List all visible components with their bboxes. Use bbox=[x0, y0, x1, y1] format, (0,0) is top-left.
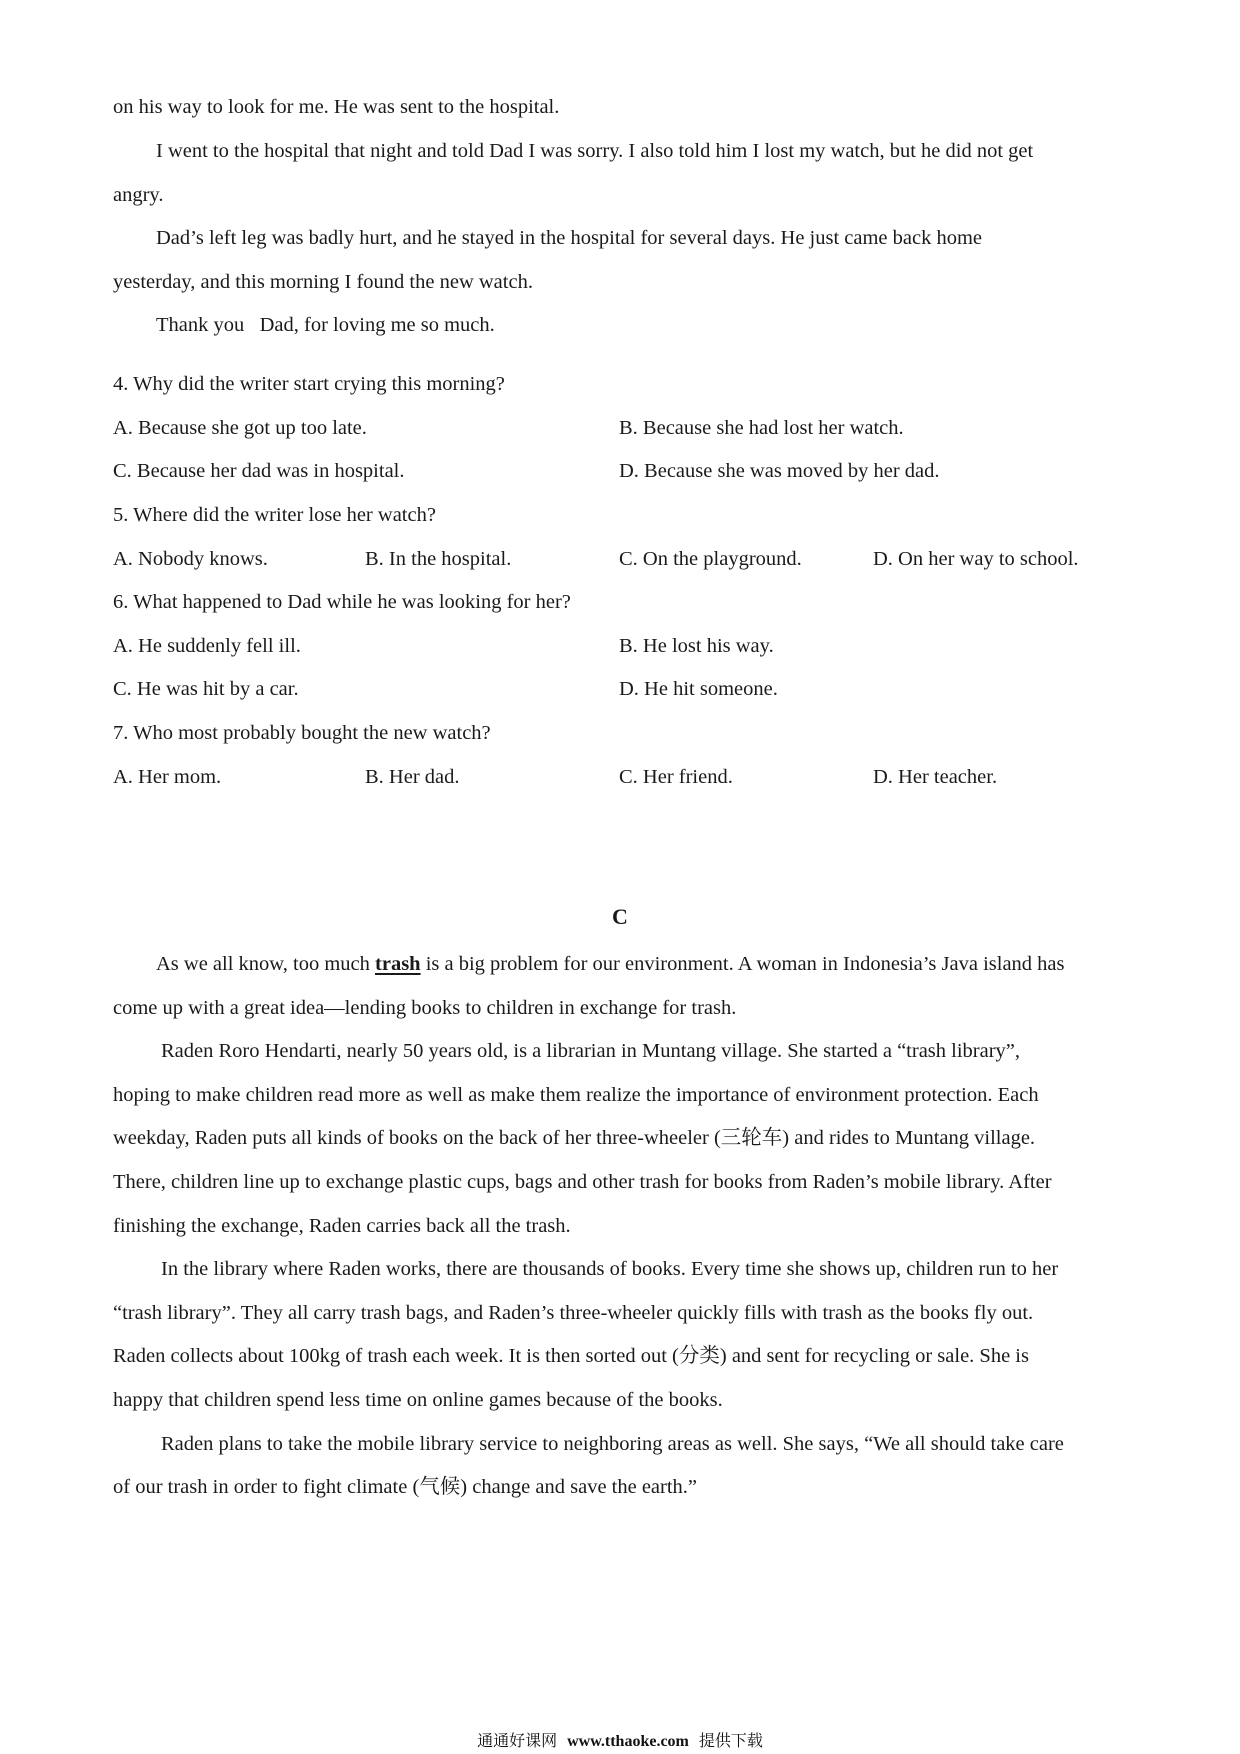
passage-b-line: on his way to look for me. He was sent to the hospital. bbox=[113, 96, 560, 118]
footer-suffix: 提供下载 bbox=[698, 1731, 763, 1750]
passage-c-line: Raden collects about 100kg of trash each week. It is then sorted out (分类) and sent for recycling or sale. She is bbox=[113, 1345, 1029, 1367]
passage-c-line: of our trash in order to fight climate (气候) change and save the earth.” bbox=[113, 1476, 698, 1498]
answer-option: D. On her way to school. bbox=[873, 548, 1079, 570]
footer-url-link[interactable]: www.tthaoke.com bbox=[567, 1733, 689, 1750]
footer-site-name: 通通好课网 bbox=[477, 1731, 558, 1750]
answer-option: C. On the playground. bbox=[619, 548, 802, 570]
page-footer bbox=[0, 1731, 1240, 1752]
answer-option: A. Her mom. bbox=[113, 766, 222, 788]
passage-c-text: is a big problem for our environment. A woman in Indonesia’s Java island has bbox=[420, 953, 1065, 975]
passage-b-line: Dad’s left leg was badly hurt, and he stayed in the hospital for several days. He just came back home bbox=[156, 227, 983, 249]
answer-option: A. Nobody knows. bbox=[113, 548, 268, 570]
passage-b-line: I went to the hospital that night and told Dad I was sorry. I also told him I lost my watch, but he did not get bbox=[156, 140, 1034, 162]
section-heading: C bbox=[612, 904, 628, 929]
answer-option: B. Because she had lost her watch. bbox=[619, 417, 904, 439]
answer-option: D. Because she was moved by her dad. bbox=[619, 460, 940, 482]
keyword-trash: trash bbox=[375, 953, 421, 975]
answer-option: C. Because her dad was in hospital. bbox=[113, 460, 405, 482]
passage-b-line: Thank you Dad, for loving me so much. bbox=[156, 314, 495, 336]
passage-c-text: As we all know, too much bbox=[156, 953, 376, 975]
passage-c-line bbox=[156, 951, 1065, 977]
answer-option: B. Her dad. bbox=[365, 766, 460, 788]
passage-c-line: Raden Roro Hendarti, nearly 50 years old, is a librarian in Muntang village. She started a “trash library”, bbox=[161, 1040, 1021, 1062]
answer-option: B. He lost his way. bbox=[619, 635, 774, 657]
answer-option: D. He hit someone. bbox=[619, 678, 778, 700]
answer-option: A. He suddenly fell ill. bbox=[113, 635, 301, 657]
question-stem: 6. What happened to Dad while he was looking for her? bbox=[113, 591, 571, 613]
passage-c-line: come up with a great idea—lending books to children in exchange for trash. bbox=[113, 997, 737, 1019]
passage-b-line: angry. bbox=[113, 184, 164, 206]
passage-c-line: happy that children spend less time on online games because of the books. bbox=[113, 1389, 723, 1411]
passage-c-line: In the library where Raden works, there are thousands of books. Every time she shows up, children run to her bbox=[161, 1258, 1059, 1280]
answer-option: A. Because she got up too late. bbox=[113, 417, 367, 439]
passage-c-line: finishing the exchange, Raden carries back all the trash. bbox=[113, 1215, 571, 1237]
answer-option: C. He was hit by a car. bbox=[113, 678, 299, 700]
passage-c-line: “trash library”. They all carry trash bags, and Raden’s three-wheeler quickly fills with trash as the books fly out. bbox=[113, 1302, 1034, 1324]
question-stem: 4. Why did the writer start crying this morning? bbox=[113, 373, 505, 395]
passage-c-line: hoping to make children read more as well as make them realize the importance of environment protection. Each bbox=[113, 1084, 1039, 1106]
answer-option: D. Her teacher. bbox=[873, 766, 998, 788]
passage-c-line: Raden plans to take the mobile library service to neighboring areas as well. She says, “We all should take care bbox=[161, 1433, 1064, 1455]
passage-b-line: yesterday, and this morning I found the new watch. bbox=[113, 271, 533, 293]
answer-option: C. Her friend. bbox=[619, 766, 733, 788]
answer-option: B. In the hospital. bbox=[365, 548, 512, 570]
question-stem: 5. Where did the writer lose her watch? bbox=[113, 504, 436, 526]
passage-c-line: weekday, Raden puts all kinds of books on the back of her three-wheeler (三轮车) and rides to Muntang village. bbox=[113, 1127, 1036, 1149]
question-stem: 7. Who most probably bought the new watch? bbox=[113, 722, 491, 744]
passage-c-line: There, children line up to exchange plastic cups, bags and other trash for books from Raden’s mobile library. After bbox=[113, 1171, 1052, 1193]
